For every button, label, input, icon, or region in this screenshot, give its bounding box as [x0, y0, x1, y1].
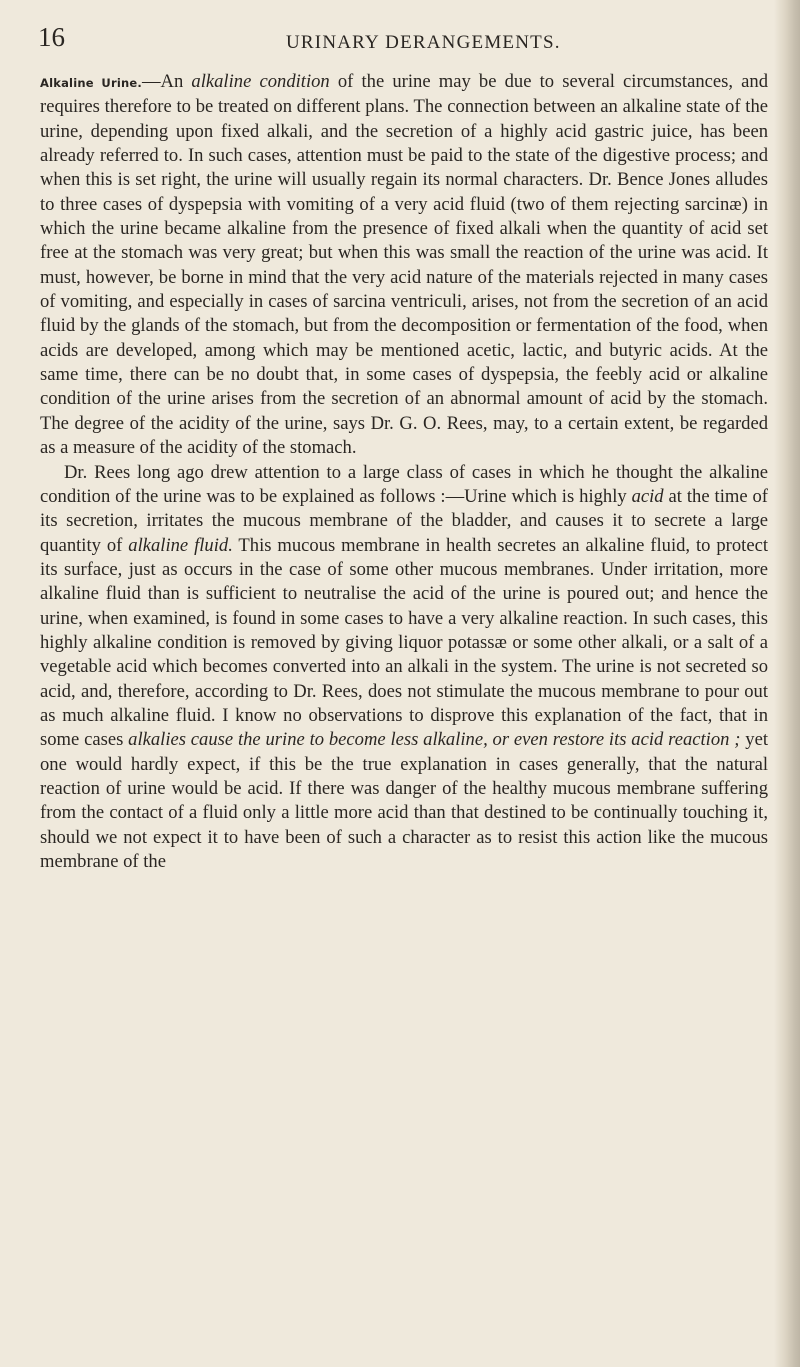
page-edge-shadow	[774, 0, 800, 1367]
text-span: at the time of its secretion, irritates the mucous membrane of the bladder, and causes it to secrete a large quantity of	[40, 485, 768, 556]
text-span: yet one would hardly expect, if this be the true explanation in cases generally, that the natural reaction of urine would be acid. If there was danger of the healthy mucous membrane suffering from the contact of a fluid only a little more acid than that destined to be continually touching it, should we not expect it to have been of such a character as to resist this action like the mucous membrane of the	[40, 729, 768, 872]
paragraph-1	[40, 70, 768, 461]
text-span: of the urine may be due to several circumstances, and requires therefore to be treated on different plans. The connection between an alkaline state of the urine, depending upon fixed alkali, and the secretion of a highly acid gastric juice, has been already referred to. In such cases, attention must be paid to the state of the digestive process; and when this is set right, the urine will usually regain its normal characters. Dr. Bence Jones alludes to three cases of dyspepsia with vomiting of a very acid fluid (two of them rejecting sarcinæ) in which the urine became alkaline from the presence of fixed alkali when the quantity of acid set free at the stomach was very great; but when this was small the reaction of the urine was acid. It must, however, be borne in mind that the very acid nature of the materials rejected in many cases of vomiting, and especially in cases of sarcina ventriculi, arises, not from the secretion of an acid fluid by the glands of the stomach, but from the decomposition or fermentation of the food, when acids are developed, among which may be mentioned acetic, lactic, and butyric acids. At the same time, there can be no doubt that, in some cases of dyspepsia, the feebly acid or alkaline condition of the urine arises from the secretion of an abnormal amount of acid by the stomach. The degree of the acidity of the urine, says Dr. G. O. Rees, may, to a certain extent, be regarded as a measure of the acidity of the stomach.	[40, 71, 769, 459]
page-header	[38, 22, 778, 58]
text-span: Dr. Rees long ago drew attention to a large class of cases in which he thought the alkaline condition of the urine was to be explained as follows :—Urine which is highly	[40, 461, 768, 507]
page-number: 16	[38, 22, 65, 52]
italic-span: alkaline condition	[191, 71, 330, 92]
running-head: URINARY DERANGEMENTS.	[286, 32, 561, 53]
text-span: This mucous membrane in health secretes an alkaline fluid, to protect its surface, just as occurs in the case of some other mucous membranes. Under irritation, more alkaline fluid than is sufficient to neutralise the acid of the urine is poured out; and hence the urine, when examined, is found in some cases to have a very alkaline reaction. In such cases, this highly alkaline condition is removed by giving liquor potassæ or some other alkali, or a salt of a vegetable acid which becomes converted into an alkali in the system. The urine is not secreted so acid, and, therefore, according to Dr. Rees, does not stimulate the mucous membrane to pour out as much alkaline fluid. I know no observations to disprove this explanation of the fact, that in some cases	[40, 534, 768, 751]
paragraph-2	[40, 461, 768, 875]
text-span: —An	[141, 71, 192, 92]
sidenote-heading: Alkaline Urine.	[40, 76, 142, 90]
italic-span: alkalies cause the urine to become less alkaline, or even restore its acid reaction ;	[128, 729, 741, 751]
italic-span: alkaline fluid.	[128, 534, 233, 556]
italic-span: acid	[631, 485, 664, 507]
body-text	[40, 70, 768, 874]
